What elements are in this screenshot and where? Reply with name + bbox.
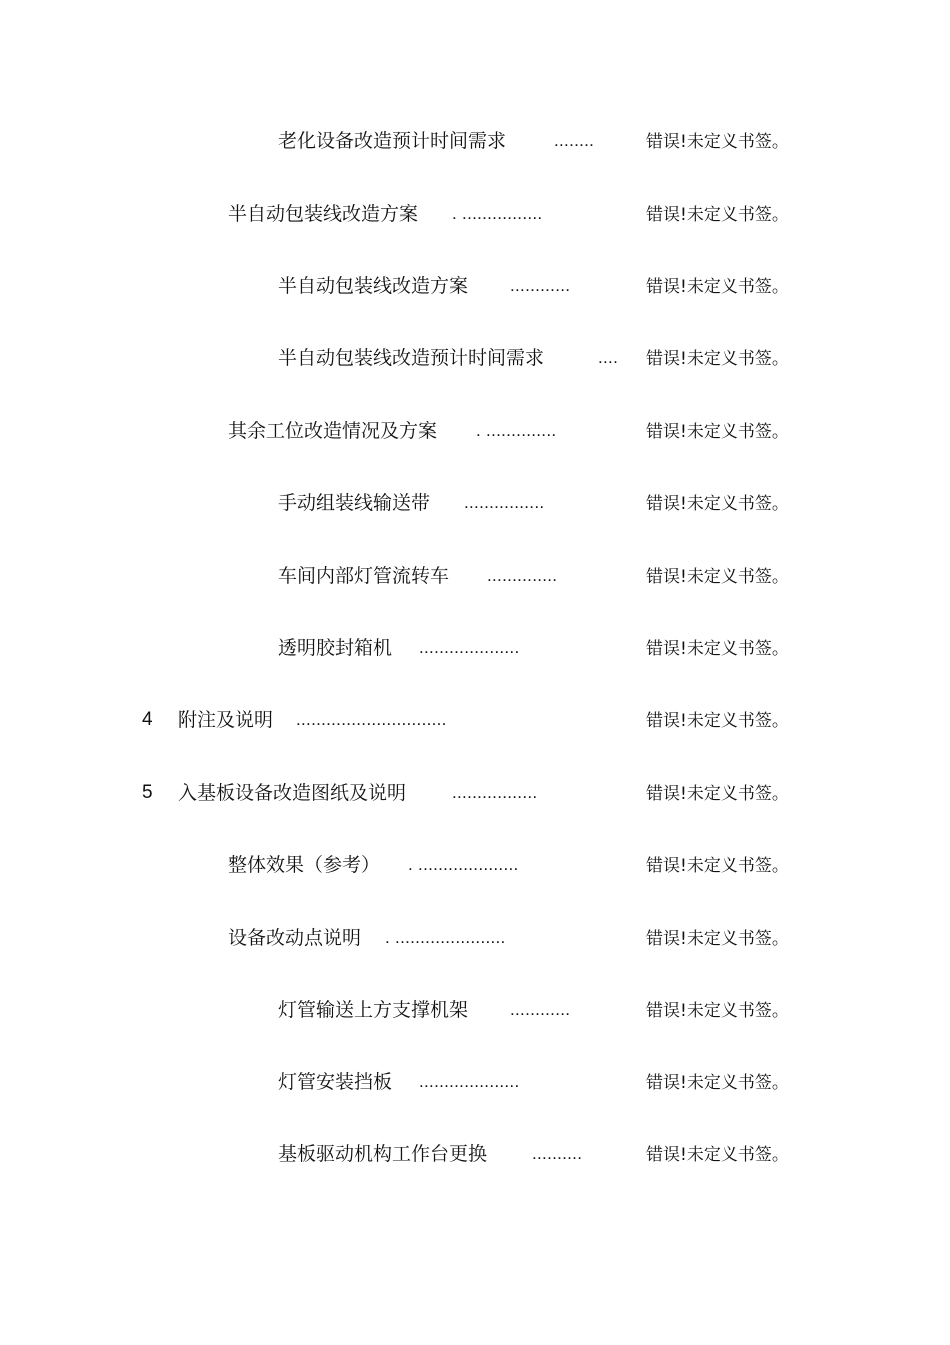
toc-entry[interactable] xyxy=(0,923,950,953)
toc-entry-title: 其余工位改造情况及方案 xyxy=(228,420,438,442)
toc-page-reference: 错误!未定义书签。 xyxy=(646,1001,789,1021)
toc-leader-dots: ............ xyxy=(510,276,571,295)
toc-entry[interactable] xyxy=(0,1067,950,1097)
toc-page-reference: 错误!未定义书签。 xyxy=(646,929,789,949)
toc-entry-title: 半自动包装线改造预计时间需求 xyxy=(278,347,545,369)
toc-entry-title: 车间内部灯管流转车 xyxy=(278,565,450,587)
toc-page-reference: 错误!未定义书签。 xyxy=(646,277,789,297)
toc-leader-dots: .......... xyxy=(532,1144,583,1163)
toc-leader-dots: . .................... xyxy=(408,855,519,874)
toc-entry-title: 手动组装线输送带 xyxy=(278,492,431,514)
toc-entry-title: 半自动包装线改造方案 xyxy=(228,203,419,225)
toc-page-reference: 错误!未定义书签。 xyxy=(646,1073,789,1093)
toc-page-reference: 错误!未定义书签。 xyxy=(646,205,789,225)
toc-leader-dots: .............................. xyxy=(296,710,447,729)
toc-entry[interactable] xyxy=(0,271,950,301)
toc-entry[interactable] xyxy=(0,995,950,1025)
toc-entry[interactable] xyxy=(0,199,950,229)
toc-entry[interactable] xyxy=(0,778,950,808)
toc-page-reference: 错误!未定义书签。 xyxy=(646,132,789,152)
toc-entry[interactable] xyxy=(0,1139,950,1169)
toc-section-number: 5 xyxy=(142,782,153,803)
toc-entry[interactable] xyxy=(0,343,950,373)
toc-leader-dots: ................. xyxy=(452,783,538,802)
toc-entry[interactable] xyxy=(0,705,950,735)
toc-page-reference: 错误!未定义书签。 xyxy=(646,349,789,369)
toc-entry[interactable] xyxy=(0,633,950,663)
toc-entry[interactable] xyxy=(0,488,950,518)
toc-entry[interactable] xyxy=(0,126,950,156)
toc-leader-dots: ................ xyxy=(464,493,545,512)
toc-entry-title: 整体效果（参考） xyxy=(228,854,381,876)
toc-entry-title: 透明胶封箱机 xyxy=(278,637,393,659)
toc-leader-dots: . .............. xyxy=(476,421,557,440)
toc-entry[interactable] xyxy=(0,416,950,446)
toc-page-reference: 错误!未定义书签。 xyxy=(646,711,789,731)
toc-page-reference: 错误!未定义书签。 xyxy=(646,567,789,587)
toc-entry-title: 老化设备改造预计时间需求 xyxy=(278,130,507,152)
toc-entry-title: 附注及说明 xyxy=(178,709,274,731)
toc-entry-title: 设备改动点说明 xyxy=(228,927,362,949)
toc-page-reference: 错误!未定义书签。 xyxy=(646,1145,789,1165)
toc-entry[interactable] xyxy=(0,561,950,591)
toc-entry-title: 入基板设备改造图纸及说明 xyxy=(178,782,407,804)
toc-page-reference: 错误!未定义书签。 xyxy=(646,784,789,804)
toc-section-number: 4 xyxy=(142,709,153,730)
toc-entry-title: 灯管输送上方支撑机架 xyxy=(278,999,469,1021)
toc-leader-dots: ............ xyxy=(510,1000,571,1019)
toc-leader-dots: .... xyxy=(598,348,619,367)
toc-entry[interactable] xyxy=(0,850,950,880)
toc-leader-dots: .................... xyxy=(419,638,520,657)
toc-entry-title: 半自动包装线改造方案 xyxy=(278,275,469,297)
toc-leader-dots: . ................ xyxy=(452,204,543,223)
toc-leader-dots: ........ xyxy=(554,131,595,150)
toc-entry-title: 灯管安装挡板 xyxy=(278,1071,393,1093)
toc-entry-title: 基板驱动机构工作台更换 xyxy=(278,1143,488,1165)
toc-page-reference: 错误!未定义书签。 xyxy=(646,856,789,876)
toc-leader-dots: .............. xyxy=(487,566,558,585)
toc-page-reference: 错误!未定义书签。 xyxy=(646,639,789,659)
toc-page-reference: 错误!未定义书签。 xyxy=(646,422,789,442)
toc-leader-dots: .................... xyxy=(419,1072,520,1091)
toc-page-reference: 错误!未定义书签。 xyxy=(646,494,789,514)
toc-leader-dots: . ...................... xyxy=(385,928,506,947)
